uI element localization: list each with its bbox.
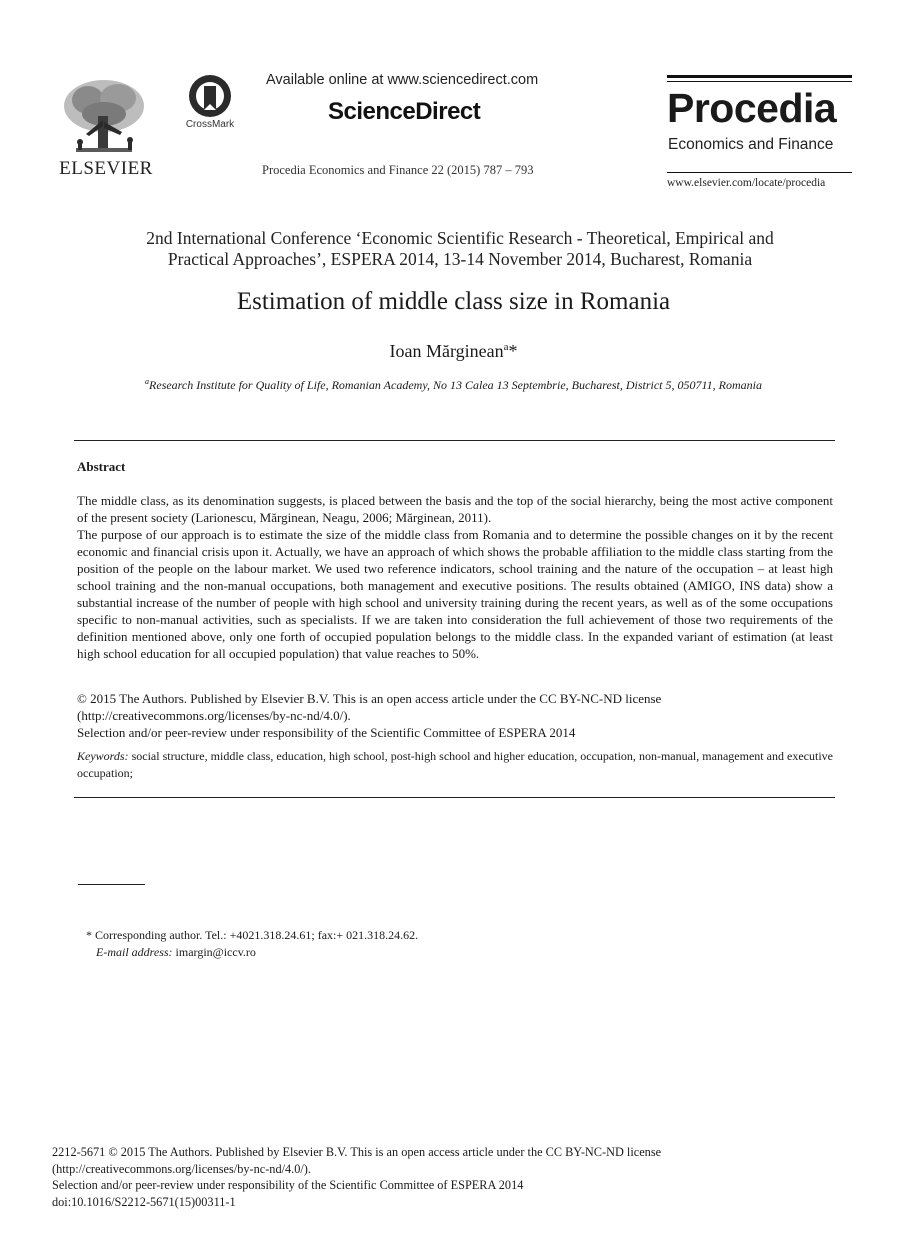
keywords-list: social structure, middle class, education, high school, post-high school and higher education, occupation, non-manual, management and executive occupation; [77, 749, 833, 780]
doi[interactable]: doi:10.1016/S2212-5671(15)00311-1 [52, 1194, 236, 1209]
abstract-body [77, 492, 833, 662]
footnote-rule [78, 884, 145, 885]
footer-license-link[interactable]: (http://creativecommons.org/licenses/by-nc-nd/4.0/). [52, 1161, 311, 1176]
peer-review-line: Selection and/or peer-review under responsibility of the Scientific Committee of ESPERA 2014 [77, 725, 576, 740]
abstract-paragraph-1: The middle class, as its denomination suggests, is placed between the basis and the top of the social hierarchy, being the most active component of the present society (Larionescu, Mărginean, Neagu, 2006; Mărginean, 2011). [77, 493, 833, 525]
corresponding-star[interactable]: * [508, 341, 518, 361]
procedia-bottom-rule [667, 172, 852, 173]
keywords-label: Keywords: [77, 749, 129, 763]
page-footer [52, 1144, 852, 1210]
procedia-top-rule [667, 75, 852, 78]
conference-line-1: 2nd International Conference ‘Economic Scientific Research - Theoretical, Empirical and [146, 228, 774, 248]
keywords [77, 748, 833, 782]
email-address[interactable]: imargin@iccv.ro [172, 945, 256, 959]
crossmark-label: CrossMark [185, 119, 235, 130]
copyright-line: © 2015 The Authors. Published by Elsevier B.V. This is an open access article under the CC BY-NC-ND license [77, 691, 662, 706]
issn-line: 2212-5671 © 2015 The Authors. Published by Elsevier B.V. This is an open access article under the CC BY-NC-ND license [52, 1145, 662, 1159]
affiliation [0, 377, 907, 393]
affiliation-text: Research Institute for Quality of Life, Romanian Academy, No 13 Calea 13 Septembrie, Bucharest, District 5, 050711, Romania [149, 378, 762, 392]
paper-title: Estimation of middle class size in Romania [236, 288, 671, 315]
abstract-top-rule [74, 440, 835, 441]
conference-name [60, 228, 860, 270]
email-line [86, 944, 418, 961]
journal-reference: Procedia Economics and Finance 22 (2015) 787 – 793 [262, 163, 534, 177]
procedia-top-rule-thin [667, 81, 852, 82]
procedia-subtitle: Economics and Finance [668, 136, 834, 153]
license-block [77, 690, 833, 741]
conference-line-2: Practical Approaches’, ESPERA 2014, 13-14 November 2014, Bucharest, Romania [167, 249, 753, 269]
abstract-bottom-rule [74, 797, 835, 798]
elsevier-wordmark: ELSEVIER [59, 158, 153, 179]
available-online-text: Available online at www.sciencedirect.com [266, 72, 539, 88]
author-affiliation-mark: a [503, 341, 509, 353]
footer-peer-review: Selection and/or peer-review under responsibility of the Scientific Committee of ESPERA 2014 [52, 1178, 524, 1192]
author-line [0, 341, 907, 362]
license-link[interactable]: (http://creativecommons.org/licenses/by-nc-nd/4.0/). [77, 708, 351, 723]
affiliation-mark: a [145, 377, 150, 386]
footnote [86, 927, 418, 961]
author-name: Ioan Mărginean [389, 341, 504, 361]
abstract-heading: Abstract [77, 459, 126, 474]
email-label: E-mail address: [96, 945, 173, 959]
procedia-logo: Procedia [667, 85, 837, 131]
sciencedirect-logo: ScienceDirect [328, 98, 481, 125]
procedia-url-link[interactable]: www.elsevier.com/locate/procedia [667, 177, 826, 189]
abstract-paragraph-2: The purpose of our approach is to estimate the size of the middle class from Romania and to determine the possible changes on it by the recent economic and financial crisis upon it. Actually, we have an approach of which shows the probable affiliation to the middle class starting from the position of the people on the labour market. We used two reference indicators, school training and the nature of the occupation – at least high school training and the non-manual occupations, both management and executive positions. The results obtained (AMIGO, INS data) show a substantial increase of the number of people with high school and university training during the recent years, as well as of the some occupations specific to non-manual activities, such as specialists. If we are taken into consideration the full achievement of those two requirements of the definition mentioned above, only one forth of occupied population belongs to the middle class. In the expanded variant of estimation (at least high school education for all occupied population) that value reaches to 50%. [77, 527, 833, 661]
corresponding-author-note: * Corresponding author. Tel.: +4021.318.24.61; fax:+ 021.318.24.62. [86, 928, 419, 942]
